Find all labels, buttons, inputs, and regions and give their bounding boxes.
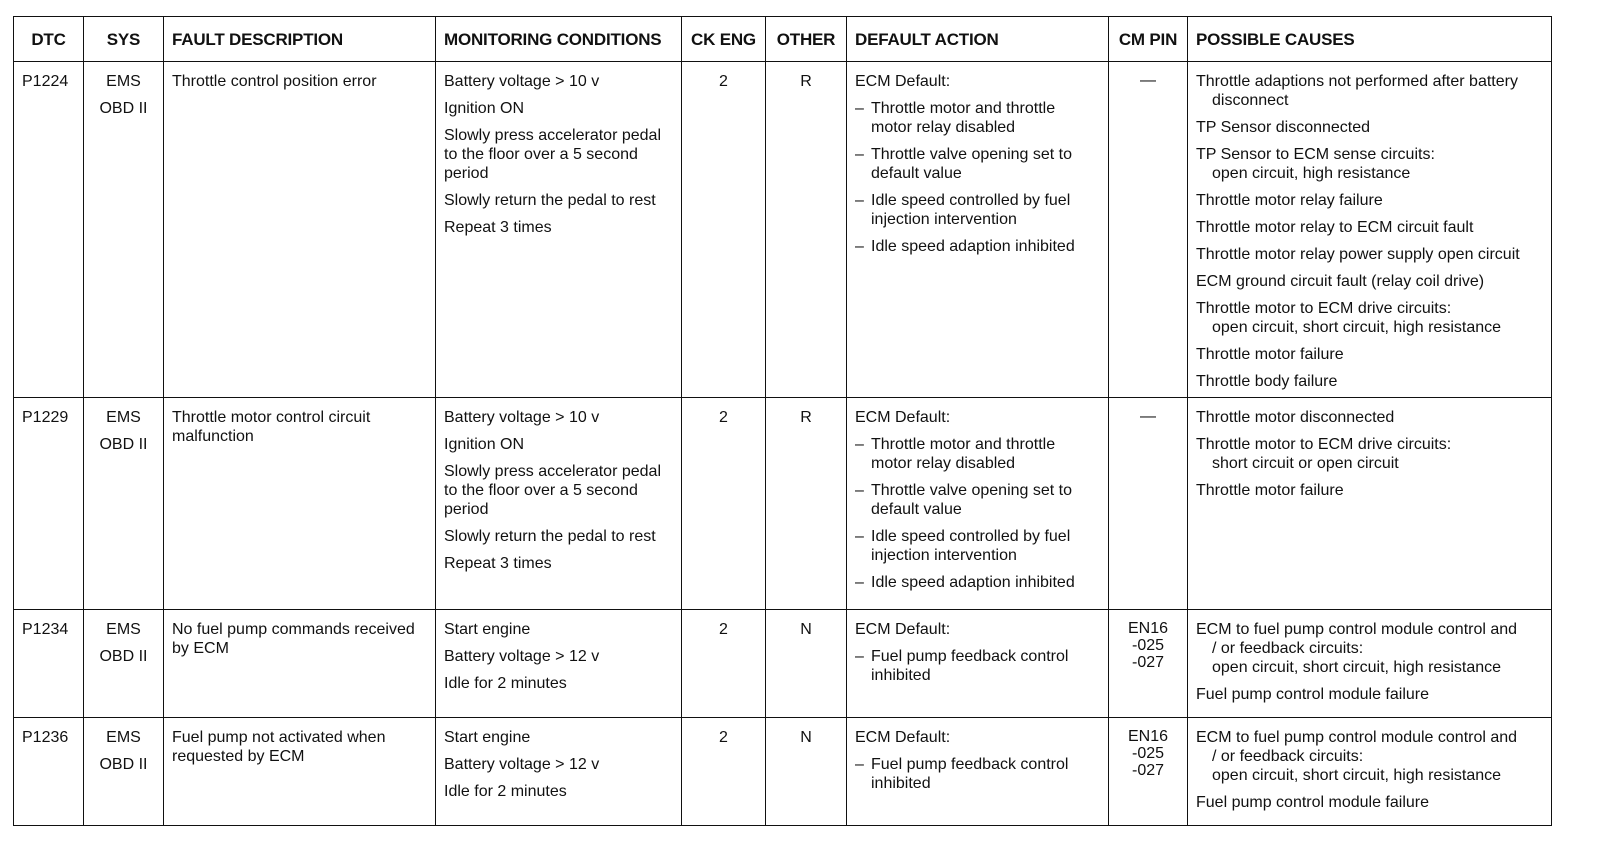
other-cell xyxy=(766,62,847,398)
cause-main: TP Sensor disconnected xyxy=(1196,119,1371,136)
cause-main: Throttle motor to ECM drive circuits: xyxy=(1196,436,1452,453)
dash-bullet: – xyxy=(855,192,864,209)
cause-main: ECM to fuel pump control module control and xyxy=(1196,621,1518,638)
cm-pin-cell xyxy=(1109,62,1188,398)
fault-description: Throttle control position error xyxy=(172,73,377,90)
default-action-text: Fuel pump feedback control inhibited xyxy=(871,648,1069,684)
possible-causes-cell xyxy=(1188,62,1552,398)
possible-causes-cell xyxy=(1188,610,1552,718)
ck-eng-value: 2 xyxy=(719,621,728,638)
monitoring-condition: Battery voltage > 12 v xyxy=(444,648,600,665)
cause-main: Fuel pump control module failure xyxy=(1196,794,1430,811)
fault-description: Throttle motor control circuit malfunction xyxy=(172,409,371,445)
dash-bullet: – xyxy=(855,756,864,773)
header-other: OTHER xyxy=(766,17,847,62)
default-action-cell xyxy=(847,62,1109,398)
dtc-cell xyxy=(14,398,84,610)
sys-line: OBD II xyxy=(99,756,148,773)
header-monitoring-conditions: MONITORING CONDITIONS xyxy=(436,17,682,62)
default-action-text: Throttle valve opening set to default value xyxy=(871,146,1073,182)
monitoring-condition: Battery voltage > 10 v xyxy=(444,409,600,426)
default-action-text: Throttle valve opening set to default value xyxy=(871,482,1073,518)
default-action-text: Idle speed controlled by fuel injection intervention xyxy=(871,528,1071,564)
default-action-item xyxy=(855,191,1100,229)
default-action-item xyxy=(855,99,1100,137)
ck-eng-cell xyxy=(682,62,766,398)
cm-pin-line: -025 xyxy=(1131,637,1165,654)
header-possible-causes: POSSIBLE CAUSES xyxy=(1188,17,1552,62)
monitoring-condition: Idle for 2 minutes xyxy=(444,783,567,800)
dash-bullet: – xyxy=(855,146,864,163)
dtc-code: P1224 xyxy=(22,73,69,90)
cause-main: Throttle adaptions not performed after battery xyxy=(1196,73,1518,90)
cause-sub: short circuit or open circuit xyxy=(1212,455,1399,472)
header-sys: SYS xyxy=(84,17,164,62)
cause-sub: / or feedback circuits: xyxy=(1212,748,1364,765)
monitoring-condition: Repeat 3 times xyxy=(444,555,552,572)
header-fault-description: FAULT DESCRIPTION xyxy=(164,17,436,62)
header-ck-eng: CK ENG xyxy=(682,17,766,62)
default-action-title: ECM Default: xyxy=(855,729,951,746)
default-action-item xyxy=(855,237,1100,256)
sys-line: EMS xyxy=(106,621,141,638)
monitoring-condition: Battery voltage > 10 v xyxy=(444,73,600,90)
dash-bullet: – xyxy=(855,100,864,117)
other-cell xyxy=(766,610,847,718)
sys-line: EMS xyxy=(106,409,141,426)
cm-pin-cell xyxy=(1109,610,1188,718)
other-value: R xyxy=(800,409,812,426)
cause-main: ECM ground circuit fault (relay coil drive) xyxy=(1196,273,1485,290)
cm-pin-cell xyxy=(1109,718,1188,826)
sys-line: EMS xyxy=(106,73,141,90)
table-row xyxy=(14,62,1552,398)
ck-eng-cell xyxy=(682,718,766,826)
sys-cell xyxy=(84,62,164,398)
cause-main: Throttle motor disconnected xyxy=(1196,409,1395,426)
dtc-code: P1234 xyxy=(22,621,69,638)
default-action-text: Idle speed adaption inhibited xyxy=(871,238,1075,255)
fault-description-cell xyxy=(164,610,436,718)
dash-bullet: – xyxy=(855,528,864,545)
default-action-text: Idle speed controlled by fuel injection intervention xyxy=(871,192,1071,228)
cause-main: Throttle motor to ECM drive circuits: xyxy=(1196,300,1452,317)
sys-line: EMS xyxy=(106,729,141,746)
monitoring-conditions-cell xyxy=(436,398,682,610)
sys-cell xyxy=(84,610,164,718)
fault-description: Fuel pump not activated when requested by ECM xyxy=(172,729,386,765)
monitoring-condition: Slowly return the pedal to rest xyxy=(444,192,656,209)
cm-pin-line: -027 xyxy=(1131,762,1165,779)
ck-eng-value: 2 xyxy=(719,729,728,746)
cause-main: ECM to fuel pump control module control and xyxy=(1196,729,1518,746)
monitoring-condition: Ignition ON xyxy=(444,436,525,453)
dash-bullet: – xyxy=(855,648,864,665)
default-action-text: Idle speed adaption inhibited xyxy=(871,574,1075,591)
dtc-cell xyxy=(14,610,84,718)
possible-cause xyxy=(1196,481,1543,500)
cm-pin-line: — xyxy=(1140,408,1156,425)
possible-cause xyxy=(1196,685,1543,704)
other-value: R xyxy=(800,73,812,90)
cause-main: Throttle motor failure xyxy=(1196,482,1344,499)
sys-cell xyxy=(84,398,164,610)
cause-main: Throttle motor failure xyxy=(1196,346,1344,363)
monitoring-conditions-cell xyxy=(436,62,682,398)
sys-line: OBD II xyxy=(99,100,148,117)
default-action-cell xyxy=(847,398,1109,610)
cause-sub: open circuit, short circuit, high resistance xyxy=(1212,319,1502,336)
cm-pin-line: -025 xyxy=(1131,745,1165,762)
default-action-title: ECM Default: xyxy=(855,621,951,638)
cm-pin-line: -027 xyxy=(1131,654,1165,671)
dtc-table xyxy=(13,16,1552,826)
header-dtc: DTC xyxy=(14,17,84,62)
monitoring-condition: Slowly press accelerator pedal to the floor over a 5 second period xyxy=(444,127,661,182)
monitoring-condition: Start engine xyxy=(444,729,531,746)
sys-line: OBD II xyxy=(99,648,148,665)
default-action-item xyxy=(855,527,1100,565)
default-action-item xyxy=(855,435,1100,473)
cause-sub: open circuit, short circuit, high resistance xyxy=(1212,659,1502,676)
default-action-item xyxy=(855,573,1100,592)
default-action-item xyxy=(855,481,1100,519)
cm-pin-line: EN16 xyxy=(1127,620,1169,637)
other-cell xyxy=(766,718,847,826)
monitoring-condition: Slowly return the pedal to rest xyxy=(444,528,656,545)
monitoring-condition: Slowly press accelerator pedal to the floor over a 5 second period xyxy=(444,463,661,518)
sys-line: OBD II xyxy=(99,436,148,453)
possible-cause xyxy=(1196,218,1543,237)
fault-description-cell xyxy=(164,718,436,826)
possible-cause xyxy=(1196,145,1543,183)
monitoring-condition: Idle for 2 minutes xyxy=(444,675,567,692)
cause-sub: open circuit, short circuit, high resistance xyxy=(1212,767,1502,784)
possible-cause xyxy=(1196,408,1543,427)
possible-cause xyxy=(1196,345,1543,364)
possible-cause xyxy=(1196,435,1543,473)
fault-description-cell xyxy=(164,398,436,610)
default-action-text: Throttle motor and throttle motor relay disabled xyxy=(871,100,1056,136)
possible-causes-cell xyxy=(1188,718,1552,826)
possible-cause xyxy=(1196,728,1543,785)
dash-bullet: – xyxy=(855,436,864,453)
table-body xyxy=(14,62,1552,826)
dash-bullet: – xyxy=(855,482,864,499)
default-action-item xyxy=(855,145,1100,183)
monitoring-condition: Ignition ON xyxy=(444,100,525,117)
table-row xyxy=(14,610,1552,718)
dtc-cell xyxy=(14,62,84,398)
ck-eng-value: 2 xyxy=(719,409,728,426)
ck-eng-cell xyxy=(682,398,766,610)
default-action-item xyxy=(855,755,1100,793)
cause-main: Throttle motor relay to ECM circuit fault xyxy=(1196,219,1474,236)
table-row xyxy=(14,718,1552,826)
possible-cause xyxy=(1196,372,1543,391)
cause-main: TP Sensor to ECM sense circuits: xyxy=(1196,146,1435,163)
ck-eng-value: 2 xyxy=(719,73,728,90)
cause-main: Fuel pump control module failure xyxy=(1196,686,1430,703)
cm-pin-cell xyxy=(1109,398,1188,610)
possible-cause xyxy=(1196,793,1543,812)
monitoring-condition: Repeat 3 times xyxy=(444,219,552,236)
default-action-title: ECM Default: xyxy=(855,73,951,90)
default-action-title: ECM Default: xyxy=(855,409,951,426)
possible-causes-cell xyxy=(1188,398,1552,610)
fault-description: No fuel pump commands received by ECM xyxy=(172,621,415,657)
other-cell xyxy=(766,398,847,610)
default-action-cell xyxy=(847,718,1109,826)
other-value: N xyxy=(800,729,812,746)
possible-cause xyxy=(1196,299,1543,337)
sys-cell xyxy=(84,718,164,826)
cm-pin-line: — xyxy=(1140,72,1156,89)
ck-eng-cell xyxy=(682,610,766,718)
cause-main: Throttle body failure xyxy=(1196,373,1338,390)
dtc-code: P1236 xyxy=(22,729,69,746)
table-row xyxy=(14,398,1552,610)
cause-sub: open circuit, high resistance xyxy=(1212,165,1411,182)
header-row xyxy=(14,17,1552,62)
possible-cause xyxy=(1196,272,1543,291)
dash-bullet: – xyxy=(855,574,864,591)
possible-cause xyxy=(1196,245,1543,264)
default-action-cell xyxy=(847,610,1109,718)
dash-bullet: – xyxy=(855,238,864,255)
possible-cause xyxy=(1196,72,1543,110)
possible-cause xyxy=(1196,620,1543,677)
dtc-cell xyxy=(14,718,84,826)
monitoring-condition: Battery voltage > 12 v xyxy=(444,756,600,773)
cause-sub: disconnect xyxy=(1212,92,1289,109)
default-action-text: Fuel pump feedback control inhibited xyxy=(871,756,1069,792)
default-action-item xyxy=(855,647,1100,685)
cm-pin-line: EN16 xyxy=(1127,728,1169,745)
dtc-code: P1229 xyxy=(22,409,69,426)
cause-main: Throttle motor relay power supply open circuit xyxy=(1196,246,1520,263)
header-default-action: DEFAULT ACTION xyxy=(847,17,1109,62)
monitoring-conditions-cell xyxy=(436,610,682,718)
fault-description-cell xyxy=(164,62,436,398)
possible-cause xyxy=(1196,118,1543,137)
header-cm-pin: CM PIN xyxy=(1109,17,1188,62)
monitoring-condition: Start engine xyxy=(444,621,531,638)
default-action-text: Throttle motor and throttle motor relay disabled xyxy=(871,436,1056,472)
cause-main: Throttle motor relay failure xyxy=(1196,192,1383,209)
other-value: N xyxy=(800,621,812,638)
possible-cause xyxy=(1196,191,1543,210)
cause-sub: / or feedback circuits: xyxy=(1212,640,1364,657)
monitoring-conditions-cell xyxy=(436,718,682,826)
